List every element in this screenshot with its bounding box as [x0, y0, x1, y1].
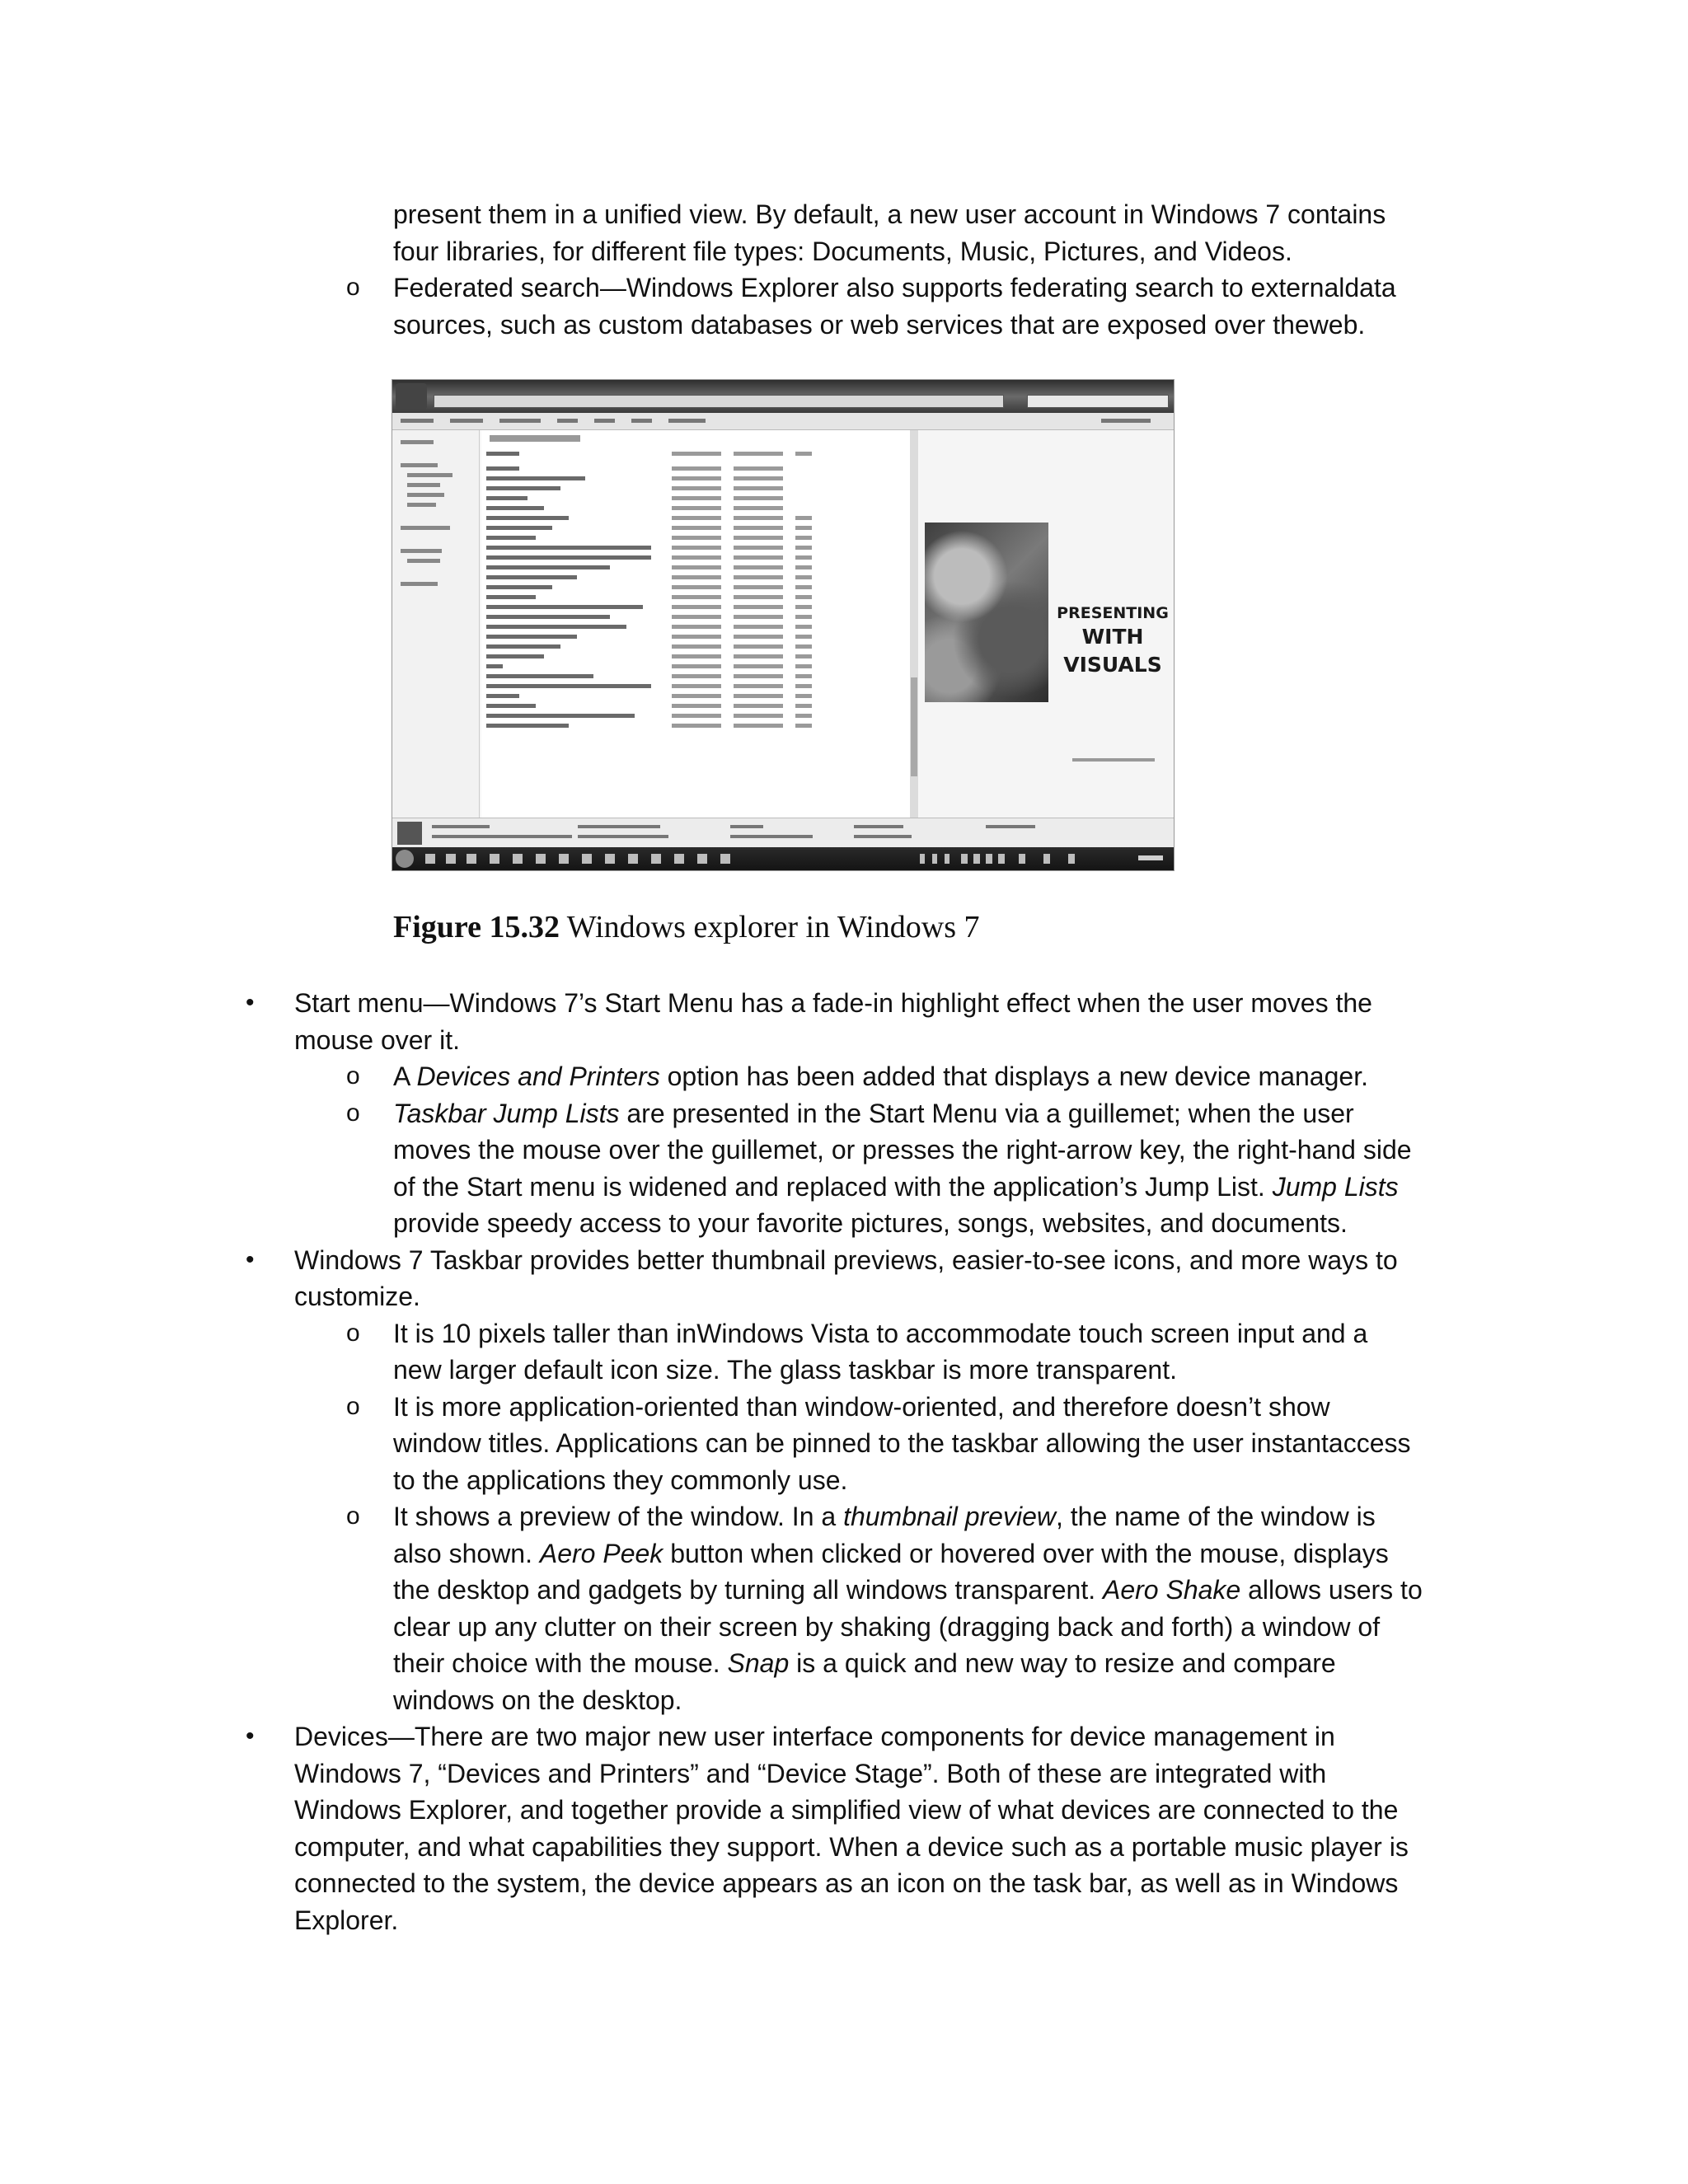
windows-taskbar [392, 847, 1174, 870]
taskbar-line-1: Windows 7 Taskbar provides better thumbnail previews, easier-to-see icons, and more ways to [294, 1245, 1398, 1275]
taskbar-sub-2-line-3: to the applications they commonly use. [393, 1465, 848, 1495]
file-thumbnail [397, 822, 422, 845]
book-cover-title: PRESENTING WITH VISUALS [1057, 604, 1169, 677]
sub-bullet: o [346, 1099, 360, 1127]
preview-pane [920, 430, 1174, 818]
explorer-toolbar [392, 413, 1174, 430]
main-bullet: • [246, 1246, 255, 1273]
sub-bullet: o [346, 1319, 360, 1347]
explorer-title-bar [392, 380, 1174, 413]
devices-line-2: Windows 7, “Devices and Printers” and “Device Stage”. Both of these are integrated with [294, 1759, 1327, 1788]
main-bullet: • [246, 989, 255, 1016]
taskbar-sub-3-line-6: windows on the desktop. [393, 1685, 682, 1715]
sub-bullet: o [346, 1502, 360, 1530]
back-forward-icon [396, 383, 427, 410]
start-orb-icon [396, 850, 414, 868]
taskbar-line-2: customize. [294, 1282, 420, 1311]
intro-line-2: four libraries, for different file types: Documents, Music, Pictures, and Videos. [393, 237, 1292, 266]
taskbar-sub-1-line-1: It is 10 pixels taller than inWindows Vista to accommodate touch screen input and a [393, 1319, 1368, 1348]
devices-line-3: Windows Explorer, and together provide a simplified view of what devices are connected to the [294, 1795, 1399, 1825]
taskbar-sub-3-line-5: their choice with the mouse. Snap is a quick and new way to resize and compare [393, 1648, 1336, 1678]
devices-line-6: Explorer. [294, 1905, 399, 1935]
taskbar-sub-1-line-2: new larger default icon size. The glass taskbar is more transparent. [393, 1355, 1177, 1385]
details-pane [392, 818, 1174, 848]
taskbar-sub-3-line-2: also shown. Aero Peek button when clicked or hovered over with the mouse, displays [393, 1539, 1389, 1568]
sub-bullet: o [346, 274, 360, 301]
figure-caption: Figure 15.32 Windows explorer in Windows 7 [393, 910, 980, 944]
file-list [481, 430, 910, 818]
navigation-pane [392, 430, 480, 818]
sub-bullet: o [346, 1062, 360, 1090]
devices-line-5: connected to the system, the device appears as an icon on the task bar, as well as in Windows [294, 1868, 1399, 1898]
intro-line-1: present them in a unified view. By default, a new user account in Windows 7 contains [393, 199, 1386, 229]
start-menu-sub-2-line-2: moves the mouse over the guillemet, or presses the right-arrow key, the right-hand side [393, 1135, 1412, 1165]
start-menu-sub-2-line-1: Taskbar Jump Lists are presented in the Start Menu via a guillemet; when the user [393, 1099, 1354, 1128]
taskbar-sub-2-line-2: window titles. Applications can be pinned to the taskbar allowing the user instantaccess [393, 1428, 1411, 1458]
start-menu-line-2: mouse over it. [294, 1025, 460, 1055]
taskbar-sub-3-line-3: the desktop and gadgets by turning all windows transparent. Aero Shake allows users to [393, 1575, 1423, 1605]
start-menu-line-1: Start menu—Windows 7’s Start Menu has a fade-in highlight effect when the user moves the [294, 988, 1372, 1018]
start-menu-sub-2-line-3: of the Start menu is widened and replaced with the application’s Jump List. Jump Lists [393, 1172, 1399, 1202]
sub-bullet: o [346, 1393, 360, 1420]
taskbar-clock [1138, 855, 1163, 860]
taskbar-sub-3-line-1: It shows a preview of the window. In a thumbnail preview, the name of the window is [393, 1502, 1376, 1531]
explorer-screenshot [392, 379, 1175, 871]
start-menu-sub-1: A Devices and Printers option has been added that displays a new device manager. [393, 1062, 1368, 1091]
taskbar-sub-2-line-1: It is more application-oriented than window-oriented, and therefore doesn’t show [393, 1392, 1330, 1422]
address-bar [434, 395, 1004, 408]
book-cover-image [925, 523, 1048, 702]
taskbar-sub-3-line-4: clear up any clutter on their screen by shaking (dragging back and forth) a window of [393, 1612, 1381, 1642]
intro-line-3: Federated search—Windows Explorer also supports federating search to externaldata [393, 273, 1396, 302]
intro-line-4: sources, such as custom databases or web services that are exposed over theweb. [393, 310, 1366, 340]
devices-line-4: computer, and what capabilities they support. When a device such as a portable music player is [294, 1832, 1409, 1862]
devices-line-1: Devices—There are two major new user interface components for device management in [294, 1722, 1335, 1751]
start-menu-sub-2-line-4: provide speedy access to your favorite pictures, songs, websites, and documents. [393, 1208, 1348, 1238]
scrollbar [910, 430, 918, 818]
search-box [1027, 395, 1169, 408]
main-bullet: • [246, 1722, 255, 1750]
